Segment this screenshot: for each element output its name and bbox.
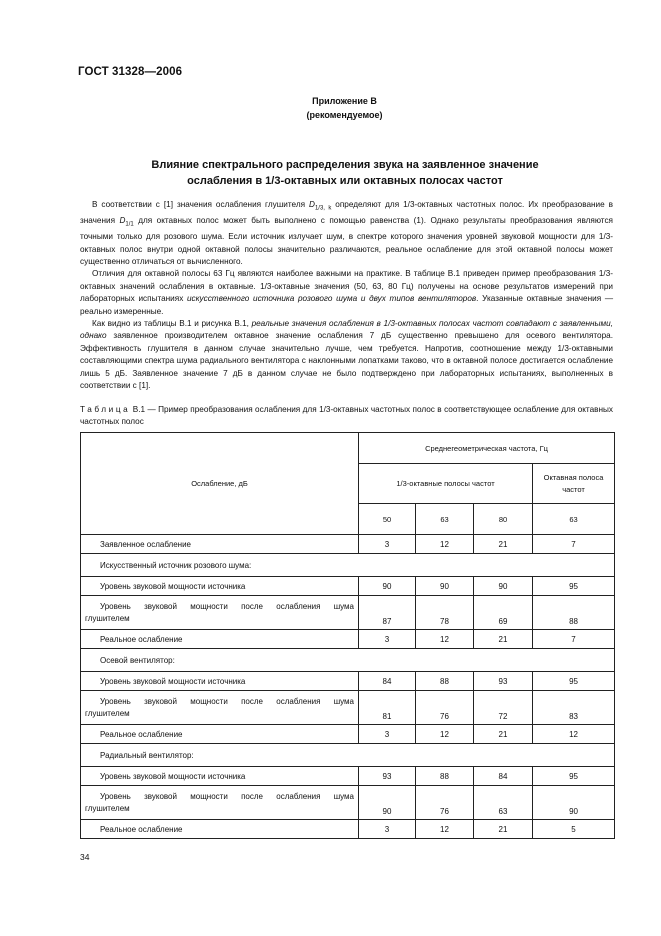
table-section-row xyxy=(81,649,615,672)
row-label: Реальное ослабление xyxy=(81,820,359,839)
table-section-row xyxy=(81,554,615,577)
value-cell: 21 xyxy=(474,820,533,839)
value-cell: 7 xyxy=(533,630,615,649)
row-label-line-1: Уровень звуковой мощности после ослабления шума xyxy=(100,696,354,706)
paragraph-2: Отличия для октавной полосы 63 Гц являются наиболее важными на практике. В таблице В.1 приведен пример преобразования 1/3-октавных значений ослабления в октавные. 1/3-октавные значения (50, 63, 80 Гц) получены на основе результатов измерений при лабораторных испытаниях искусственного источника розового шума и двух типов вентиляторов. Указанные октавные значения — реально измеренные. xyxy=(80,269,614,316)
section-label: Радиальный вентилятор: xyxy=(81,744,615,767)
value-cell: 12 xyxy=(416,630,474,649)
value-cell: 84 xyxy=(474,767,533,786)
page-number: 34 xyxy=(80,852,90,862)
column-header-attenuation: Ослабление, дБ xyxy=(81,433,359,535)
row-label xyxy=(81,596,359,630)
row-label xyxy=(81,786,359,820)
table-row xyxy=(81,672,615,691)
value-cell: 81 xyxy=(359,691,416,725)
table-row xyxy=(81,786,615,820)
value-cell: 88 xyxy=(416,672,474,691)
value-cell: 21 xyxy=(474,630,533,649)
row-label: Реальное ослабление xyxy=(81,630,359,649)
table-body xyxy=(81,535,615,839)
column-header-third-octave: 1/3-октавные полосы частот xyxy=(359,464,533,504)
section-label: Осевой вентилятор: xyxy=(81,649,615,672)
freq-cell: 50 xyxy=(359,504,416,535)
table-row xyxy=(81,725,615,744)
freq-cell: 80 xyxy=(474,504,533,535)
value-cell: 83 xyxy=(533,691,615,725)
value-cell: 69 xyxy=(474,596,533,630)
appendix-label: Приложение В xyxy=(312,96,377,106)
row-label-line-2: глушителем xyxy=(85,613,130,623)
table-caption: Таблица В.1 — Пример преобразования ослабления для 1/3-октавных частотных полос в соответствующее ослабление для октавных частотных полос xyxy=(80,405,613,427)
table-row xyxy=(81,820,615,839)
body-text xyxy=(80,199,613,392)
row-label: Реальное ослабление xyxy=(81,725,359,744)
paragraph-1: В соответствии с [1] значения ослабления глушителя $D_{1/3, k}$ определяют для 1/3-октавных частотных полос. Их преобразование в значения $D_{1/1}$ для октавных полос может быть выполнено с помощью равенства (1). Однако результаты преобразования являются точными только для розового шума. Если источник излучает шум, в спектре которого значения уровней звуковой мощности для 1/3-октавных полос внутри одной октавной полосы значительно различаются, реальное ослабление для этой октавной полосы может существенно отличаться от вычисленного. xyxy=(80,200,613,266)
appendix-title-line-2: ослабления в 1/3-октавных или октавных полосах частот xyxy=(187,175,503,187)
value-cell: 88 xyxy=(533,596,615,630)
value-cell: 3 xyxy=(359,630,416,649)
row-label: Уровень звуковой мощности источника xyxy=(81,577,359,596)
row-label: Уровень звуковой мощности источника xyxy=(81,672,359,691)
value-cell: 95 xyxy=(533,767,615,786)
value-cell: 5 xyxy=(533,820,615,839)
value-cell: 90 xyxy=(359,577,416,596)
paragraph-3: Как видно из таблицы В.1 и рисунка В.1, реальные значения ослабления в 1/3-октавных полосах частот совпадают с заявленными, однако заявленное производителем октавное значение ослабления 7 дБ существенно превышено для осевого вентилятора. Эффективность глушителя в данном случае значительно лучше, чем требуется. Напротив, соотношение между 1/3-октавными составляющими спектра шума радиального вентилятора с наклонными лопатками таково, что в октавной полосе достигается ослабление лишь 5 дБ. Заявленное значение 7 дБ в данном случае не было подтверждено при лабораторных испытаниях, выполненных в соответствии с [1]. xyxy=(80,318,613,390)
value-cell: 95 xyxy=(533,672,615,691)
value-cell: 21 xyxy=(474,535,533,554)
value-cell: 76 xyxy=(416,786,474,820)
table-row xyxy=(81,691,615,725)
row-label: Уровень звуковой мощности источника xyxy=(81,767,359,786)
value-cell: 84 xyxy=(359,672,416,691)
attenuation-table xyxy=(80,432,615,839)
table-row xyxy=(81,535,615,554)
value-cell: 95 xyxy=(533,577,615,596)
value-cell: 12 xyxy=(416,535,474,554)
value-cell: 88 xyxy=(416,767,474,786)
row-label-line-2: глушителем xyxy=(85,708,130,718)
column-header-octave: Октавная полоса частот xyxy=(533,464,615,504)
appendix-title-line-1: Влияние спектрального распределения звука на заявленное значение xyxy=(151,159,539,171)
section-label: Искусственный источник розового шума: xyxy=(81,554,615,577)
value-cell: 90 xyxy=(474,577,533,596)
table-row xyxy=(81,596,615,630)
value-cell: 3 xyxy=(359,725,416,744)
value-cell: 21 xyxy=(474,725,533,744)
value-cell: 87 xyxy=(359,596,416,630)
freq-cell: 63 xyxy=(416,504,474,535)
row-label-line-1: Уровень звуковой мощности после ослабления шума xyxy=(100,791,354,801)
table-row xyxy=(81,577,615,596)
table-section-row xyxy=(81,744,615,767)
value-cell: 12 xyxy=(416,820,474,839)
value-cell: 93 xyxy=(359,767,416,786)
appendix-status: (рекомендуемое) xyxy=(306,110,383,120)
table-row xyxy=(81,630,615,649)
value-cell: 90 xyxy=(416,577,474,596)
standard-header: ГОСТ 31328—2006 xyxy=(78,66,183,78)
row-label: Заявленное ослабление xyxy=(81,535,359,554)
value-cell: 78 xyxy=(416,596,474,630)
row-label-line-1: Уровень звуковой мощности после ослабления шума xyxy=(100,601,354,611)
freq-cell: 63 xyxy=(533,504,615,535)
value-cell: 3 xyxy=(359,535,416,554)
table-row xyxy=(81,767,615,786)
value-cell: 12 xyxy=(533,725,615,744)
value-cell: 76 xyxy=(416,691,474,725)
column-header-frequency: Среднегеометрическая частота, Гц xyxy=(359,433,615,464)
value-cell: 93 xyxy=(474,672,533,691)
value-cell: 63 xyxy=(474,786,533,820)
row-label-line-2: глушителем xyxy=(85,803,130,813)
value-cell: 3 xyxy=(359,820,416,839)
value-cell: 7 xyxy=(533,535,615,554)
value-cell: 90 xyxy=(533,786,615,820)
value-cell: 12 xyxy=(416,725,474,744)
value-cell: 90 xyxy=(359,786,416,820)
value-cell: 72 xyxy=(474,691,533,725)
row-label xyxy=(81,691,359,725)
